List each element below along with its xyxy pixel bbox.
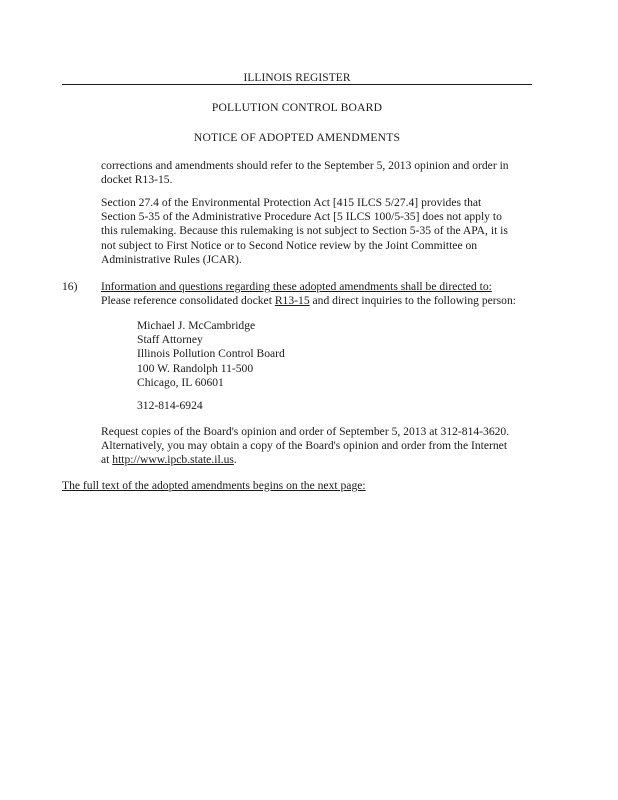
request-line-3 [101,453,533,467]
section-27-line-3: this rulemaking. Because this rulemaking is not subject to Section 5-35 of the APA, it is [101,224,508,238]
item-16-heading: Information and questions regarding these adopted amendments shall be directed to: [101,280,492,293]
header-rule [62,84,532,85]
docket-prefix-text: Please reference consolidated docket [101,294,275,308]
contact-street: 100 W. Randolph 11-500 [137,361,254,375]
request-paragraph [101,425,533,468]
notice-title: NOTICE OF ADOPTED AMENDMENTS [193,131,401,144]
contact-name: Michael J. McCambridge [137,319,256,332]
item-16-paragraph [101,280,533,308]
docket-suffix-text: and direct inquiries to the following person: [309,294,516,308]
section-27-line-2: Section 5-35 of the Administrative Procedure Act [5 ILCS 100/5-35] does not apply to [101,210,502,224]
contact-address [137,319,285,390]
section-27-line-1: Section 27.4 of the Environmental Protection Act [415 ILCS 5/27.4] provides that [101,196,482,209]
request-line-2: Alternatively, you may obtain a copy of the Board's opinion and order from the Internet [101,439,508,453]
board-website-link[interactable]: http://www.ipcb.state.il.us [112,453,234,467]
contact-org: Illinois Pollution Control Board [137,347,285,361]
contact-phone: 312-814-6924 [137,399,203,412]
item-16-line-2 [101,294,533,308]
contact-title: Staff Attorney [137,333,203,347]
agency-title: POLLUTION CONTROL BOARD [211,101,383,114]
section-27-paragraph [101,196,533,267]
corrections-line-2: docket R13-15. [101,173,173,187]
section-27-line-5: Administrative Rules (JCAR). [101,252,242,266]
register-title: ILLINOIS REGISTER [243,72,351,84]
docket-number: R13-15 [274,294,310,308]
item-number: 16) [62,280,78,293]
url-suffix-text: . [233,453,237,467]
url-prefix-text: at [101,453,113,467]
corrections-paragraph [101,159,533,187]
corrections-line-1: corrections and amendments should refer to the September 5, 2013 opinion and order in [101,159,509,172]
contact-city: Chicago, IL 60601 [137,375,224,389]
full-text-notice: The full text of the adopted amendments begins on the next page: [62,479,366,492]
section-27-line-4: not subject to First Notice or to Second Notice review by the Joint Committee on [101,238,478,252]
request-line-1: Request copies of the Board's opinion and order of September 5, 2013 at 312-814-3620. [101,425,510,438]
